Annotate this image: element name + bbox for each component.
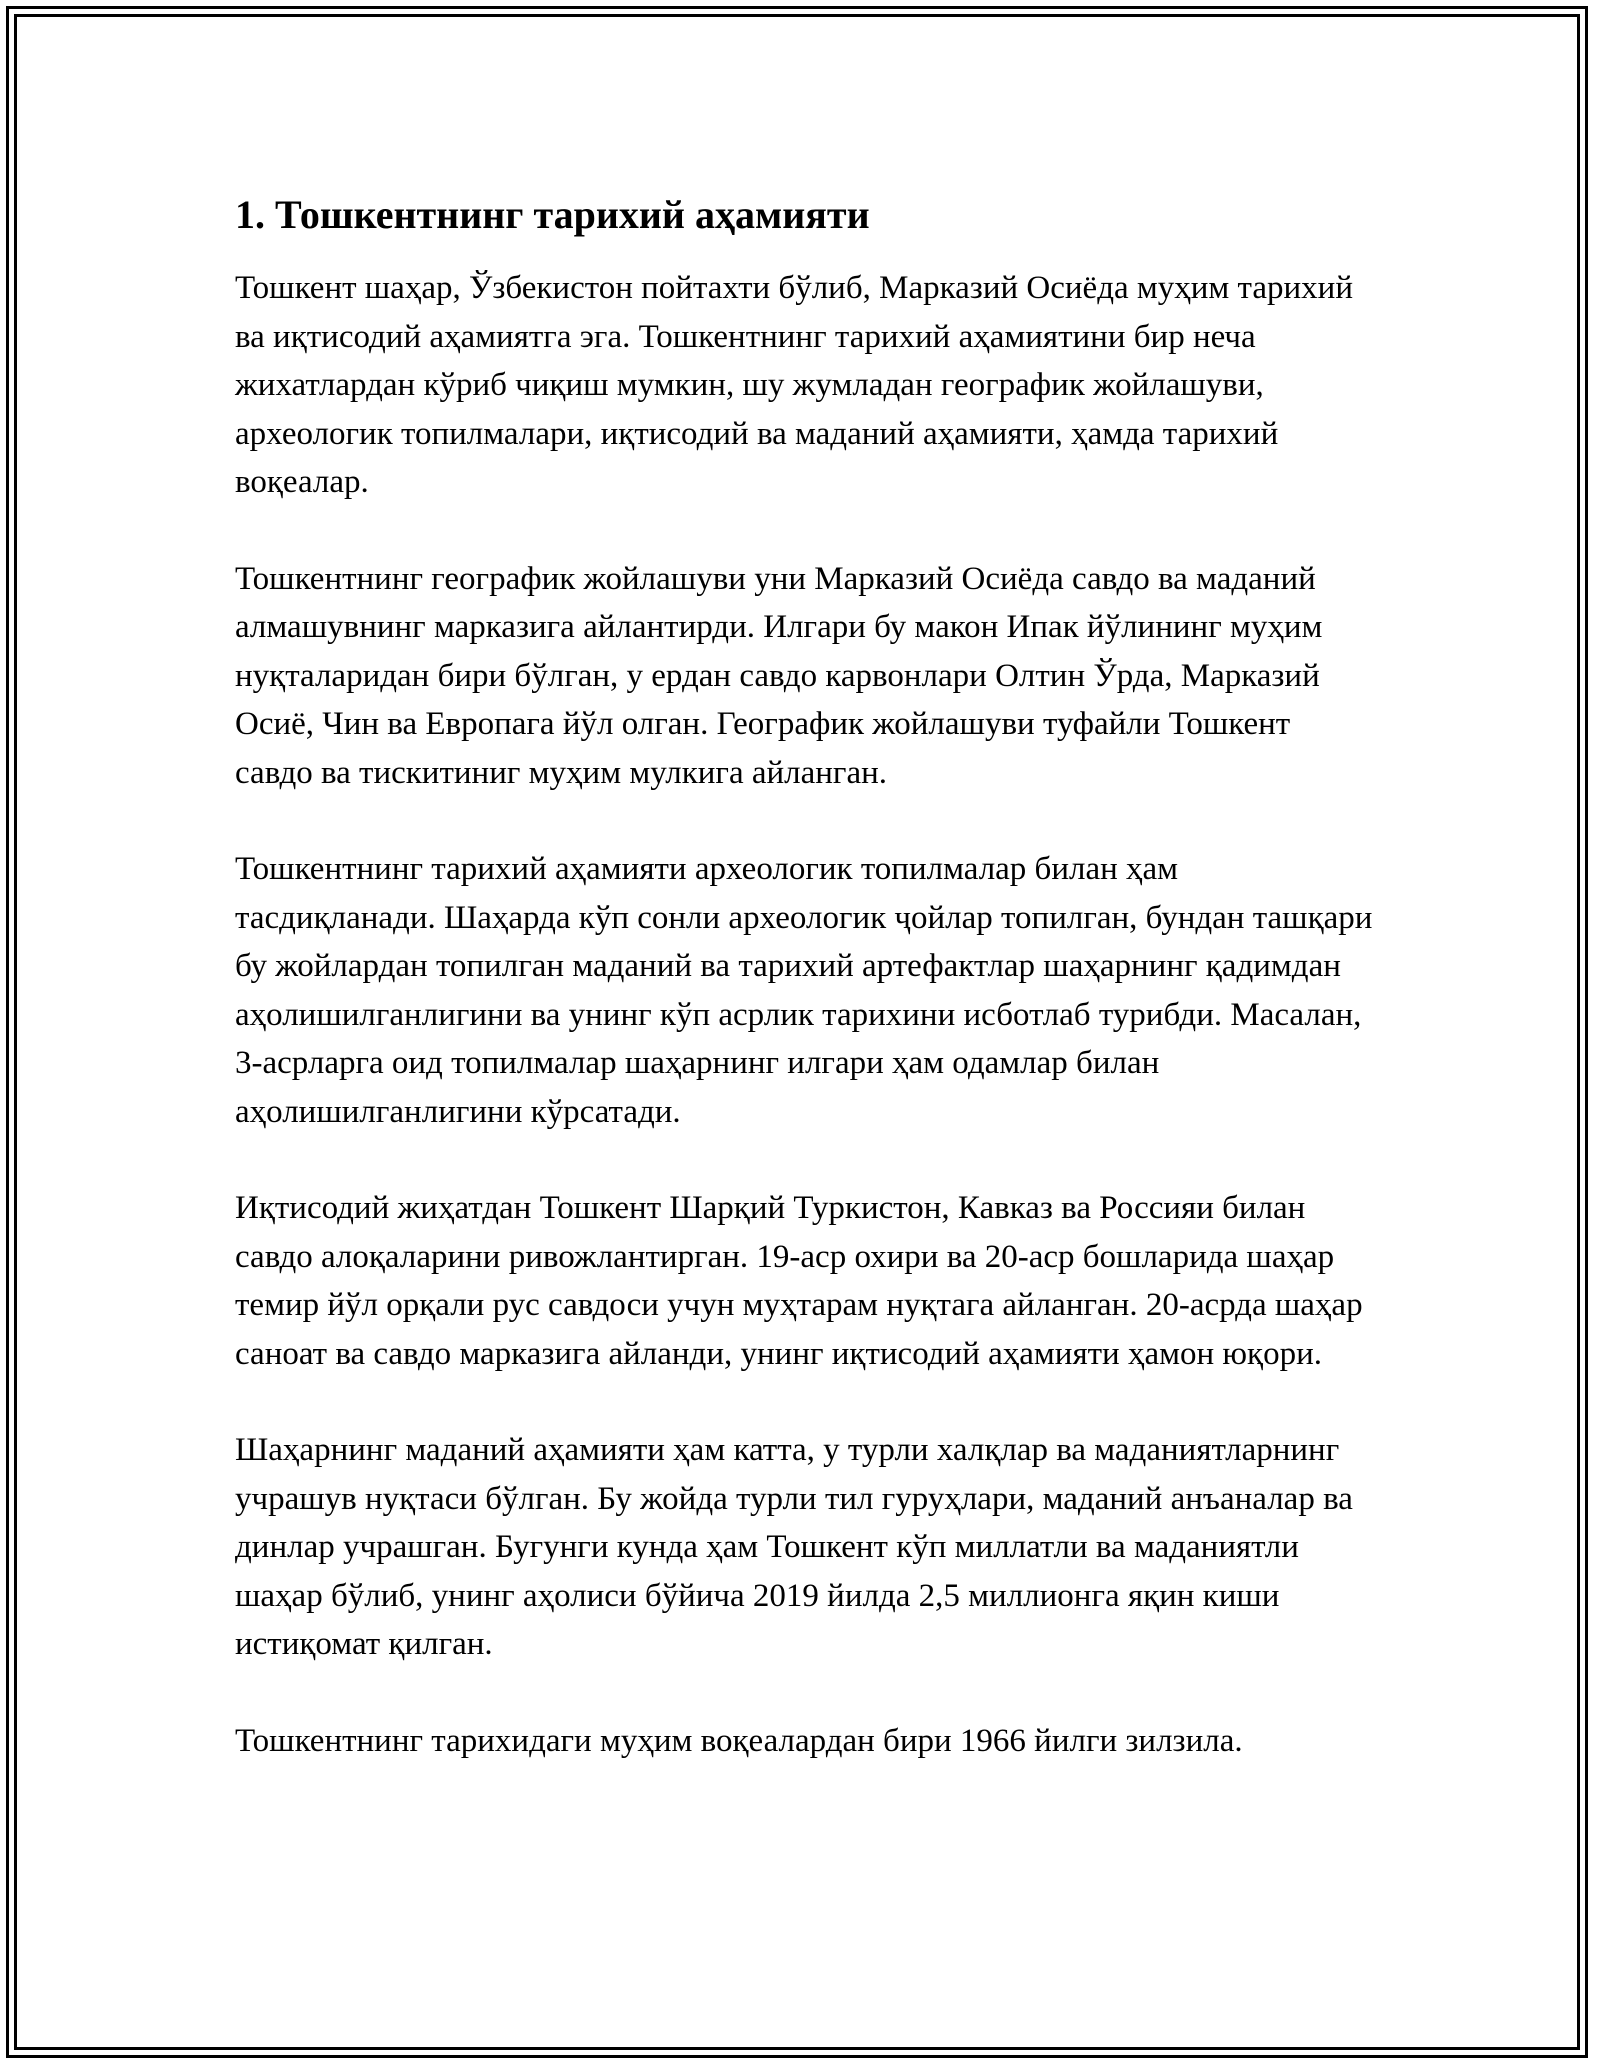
paragraph-5: Шаҳарнинг маданий аҳамияти ҳам катта, у турли халқлар ва маданиятларнинг учрашув нуқтаси бўлган. Бу жойда турли тил гуруҳлари, маданий анъаналар ва динлар учрашган. Бугунги кунда ҳам Тошкент кўп миллатли ва маданиятли шаҳар бўлиб, унинг аҳолиси бўйича 2019 йилда 2,5 миллионга яқин киши истиқомат қилган. — [235, 1432, 1353, 1662]
section-heading: 1. Тошкентнинг тарихий аҳамияти — [235, 192, 870, 237]
paragraph-6: Тошкентнинг тарихидаги муҳим воқеалардан бири 1966 йилги зилзила. — [235, 1722, 1243, 1759]
paragraph-3: Тошкентнинг тарихий аҳамияти археологик топилмалар билан ҳам тасдиқланади. Шаҳарда кўп сонли археологик ҷойлар топилган, бундан ташқари бу жойлардан топилган маданий ва тарихий артефактлар шаҳарнинг қадимдан аҳолишилганлигини ва унинг кўп асрлик тарихини исботлаб турибди. Масалан, 3-асрларга оид топилмалар шаҳарнинг илгари ҳам одамлар билан аҳолишилганлигини кўрсатади. — [235, 851, 1373, 1130]
paragraph-2: Тошкентнинг географик жойлашуви уни Марказий Осиёда савдо ва маданий алмашувнинг марказига айлантирди. Илгари бу макон Ипак йўлининг муҳим нуқталаридан бири бўлган, у ердан савдо карвонлари Олтин Ўрда, Марказий Осиё, Чин ва Европага йўл олган. Географик жойлашуви туфайли Тошкент савдо ва тискитиниг муҳим мулкига айланган. — [235, 560, 1323, 791]
paragraph-4: Иқтисодий жиҳатдан Тошкент Шарқий Туркистон, Кавказ ва Россияи билан савдо алоқаларини ривожлантирган. 19-аср охири ва 20-аср бошларида шаҳар темир йўл орқали рус савдоси учун муҳтарам нуқтага айланган. 20-асрда шаҳар саноат ва савдо марказига айланди, унинг иқтисодий аҳамияти ҳамон юқори. — [235, 1190, 1363, 1372]
paragraph-1: Тошкент шаҳар, Ўзбекистон пойтахти бўлиб, Марказий Осиёда муҳим тарихий ва иқтисодий аҳамиятга эга. Тошкентнинг тарихий аҳамиятини бир неча жихатлардан кўриб чиқиш мумкин, шу жумладан географик жойлашуви, археологик топилмалари, иқтисодий ва маданий аҳамияти, ҳамда тарихий воқеалар. — [235, 270, 1354, 500]
document-body — [235, 186, 1375, 1813]
